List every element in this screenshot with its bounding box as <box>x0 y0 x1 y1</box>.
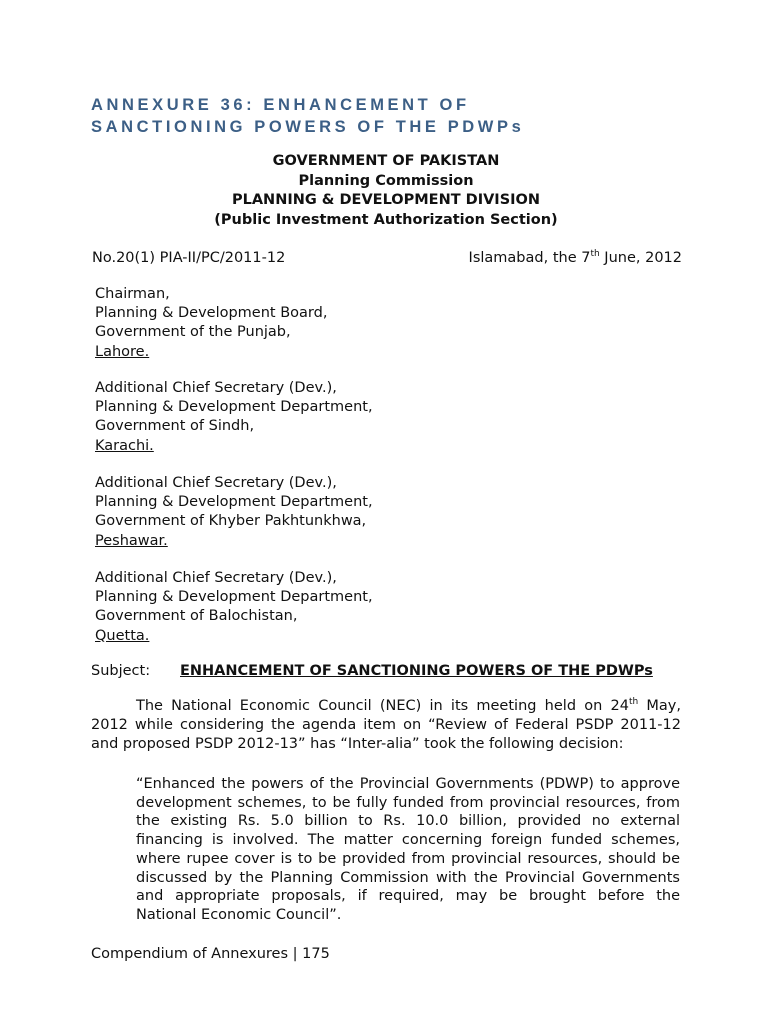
body-text-part-1: The National Economic Council (NEC) in its meeting held on 24 <box>136 698 629 714</box>
annexure-title-line-1: ANNEXURE 36: ENHANCEMENT OF <box>91 96 470 114</box>
addressee-city: Quetta. <box>95 627 150 644</box>
addressee-line: Additional Chief Secretary (Dev.), <box>95 380 337 396</box>
body-paragraph <box>91 697 681 755</box>
addressee-line: Planning & Development Department, <box>95 494 373 511</box>
addressee-line: Additional Chief Secretary (Dev.), <box>95 475 337 491</box>
letterhead-section: (Public Investment Authorization Section) <box>214 211 558 228</box>
addressee-block <box>95 285 515 362</box>
addressee-block <box>95 569 515 646</box>
letterhead-division: PLANNING & DEVELOPMENT DIVISION <box>231 192 541 208</box>
reference-number: No.20(1) PIA-II/PC/2011-12 <box>92 250 286 266</box>
subject-text: ENHANCEMENT OF SANCTIONING POWERS OF THE PDWPs <box>180 663 653 679</box>
addressee-city: Karachi. <box>95 437 154 454</box>
quoted-decision: “Enhanced the powers of the Provincial Governments (PDWP) to approve development schemes, to be fully funded from provincial resources, from the existing Rs. 5.0 billion to Rs. 10.0 billion, provided no external financing is involved. The matter concerning foreign funded schemes, where rupee cover is to be provided from provincial resources, should be discussed by the Planning Commission with the Provincial Governments and appropriate proposals, if required, may be brought before the National Economic Council”. <box>136 776 680 923</box>
addressee-city: Lahore. <box>95 343 150 360</box>
subject-line <box>91 661 683 681</box>
subject-label: Subject: <box>91 663 151 679</box>
addressee-block <box>95 379 515 456</box>
annexure-title-line-2: SANCTIONING POWERS OF THE PDWPs <box>91 118 525 136</box>
annexure-title <box>91 94 691 138</box>
letterhead-commission: Planning Commission <box>298 172 474 189</box>
letter-date-suffix: June, 2012 <box>599 250 682 266</box>
page-footer: Compendium of Annexures | 175 <box>91 946 330 962</box>
letterhead <box>90 152 682 230</box>
letterhead-government: GOVERNMENT OF PAKISTAN <box>272 153 500 169</box>
addressee-block <box>95 474 515 551</box>
body-text-part-2: May, 2012 while considering the agenda item on “Review of Federal PSDP 2011-12 and proposed PSDP 2012-13” has “Inter-alia” took the following decision: <box>91 698 681 753</box>
addressee-city: Peshawar. <box>95 532 168 549</box>
addressee-line: Government of Balochistan, <box>95 608 298 625</box>
addressee-line: Planning & Development Department, <box>95 589 373 606</box>
letter-date <box>469 248 682 268</box>
body-superscript: th <box>628 697 639 707</box>
addressee-line: Government of Khyber Pakhtunkhwa, <box>95 513 367 530</box>
letter-date-prefix: Islamabad, the 7 <box>468 250 591 266</box>
addressee-line: Government of the Punjab, <box>95 324 291 341</box>
addressee-line: Planning & Development Board, <box>95 305 328 322</box>
letter-date-superscript: th <box>590 249 600 259</box>
addressee-line: Chairman, <box>95 286 170 302</box>
addressee-line: Planning & Development Department, <box>95 399 373 416</box>
addressee-line: Additional Chief Secretary (Dev.), <box>95 570 337 586</box>
reference-line <box>92 248 682 268</box>
addressee-line: Government of Sindh, <box>95 418 255 435</box>
